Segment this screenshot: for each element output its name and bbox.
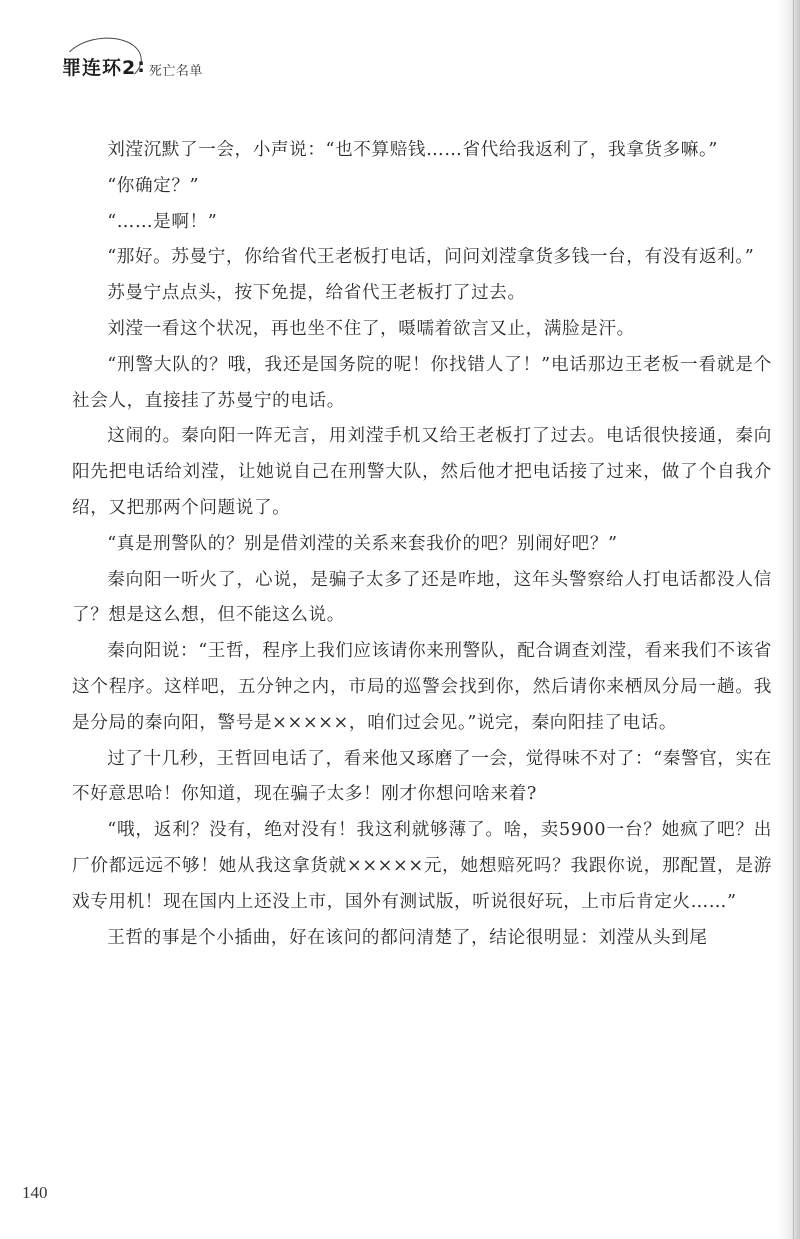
paragraph: 苏曼宁点点头，按下免提，给省代王老板打了过去。 [107, 283, 526, 304]
paragraph: “真是刑警队的？别是借刘滢的关系来套我价的吧？别闹好吧？” [107, 533, 618, 554]
header-colon: : [137, 55, 145, 77]
paragraph: “哦，返利？没有，绝对没有！我这利就够薄了。啥，卖5900一台？她疯了吧？出厂价都远远不够！她从我这拿货就×××××元，她想赔死吗？我跟你说，那配置，是游戏专用机！现在国内上还没上市，国外有测试版，听说很好玩，上市后肯定火……” [72, 820, 772, 912]
paragraph: 这闹的。秦向阳一阵无言，用刘滢手机又给王老板打了过去。电话很快接通，秦向阳先把电话给刘滢，让她说自己在刑警大队，然后他才把电话接了过来，做了个自我介绍，又把那两个问题说了。 [72, 426, 772, 518]
running-header [62, 44, 203, 88]
paragraph: “你确定？” [107, 175, 200, 196]
paragraph: “……是啊！” [107, 211, 218, 232]
paragraph: 过了十几秒，王哲回电话了，看来他又琢磨了一会，觉得味不对了：“秦警官，实在不好意思哈！你知道，现在骗子太多！刚才你想问啥来着? [72, 748, 772, 805]
paragraph: 王哲的事是个小插曲，好在该问的都问清楚了，结论很明显：刘滢从头到尾 [107, 927, 708, 948]
paragraph: “那好。苏曼宁，你给省代王老板打电话，问问刘滢拿货多钱一台，有没有返利。” [107, 247, 755, 268]
paragraph: 刘滢沉默了一会，小声说：“也不算赔钱……省代给我返利了，我拿货多嘛。” [107, 140, 718, 160]
paragraph: 秦向阳说：“王哲，程序上我们应该请你来刑警队，配合调查刘滢，看来我们不该省这个程序。这样吧，五分钟之内，市局的巡警会找到你，然后请你来栖凤分局一趟。我是分局的秦向阳，警号是×××××，咱们过会见。”说完，秦向阳挂了电话。 [72, 641, 772, 733]
paragraph: “刑警大队的？哦，我还是国务院的呢！你找错人了！”电话那边王老板一看就是个社会人，直接挂了苏曼宁的电话。 [72, 354, 772, 411]
body-text [72, 133, 772, 956]
page-number: 140 [22, 1183, 48, 1202]
series-title: 罪连环2 [62, 56, 137, 79]
paragraph: 刘滢一看这个状况，再也坐不住了，嗫嚅着欲言又止，满脸是汗。 [107, 318, 635, 339]
book-subtitle: 死亡名单 [148, 63, 203, 79]
page-edge-line [793, 0, 794, 1239]
page-edge-shadow [778, 0, 800, 1239]
paragraph: 秦向阳一听火了，心说，是骗子太多了还是咋地，这年头警察给人打电话都没人信了？想是这么想，但不能这么说。 [72, 569, 772, 626]
